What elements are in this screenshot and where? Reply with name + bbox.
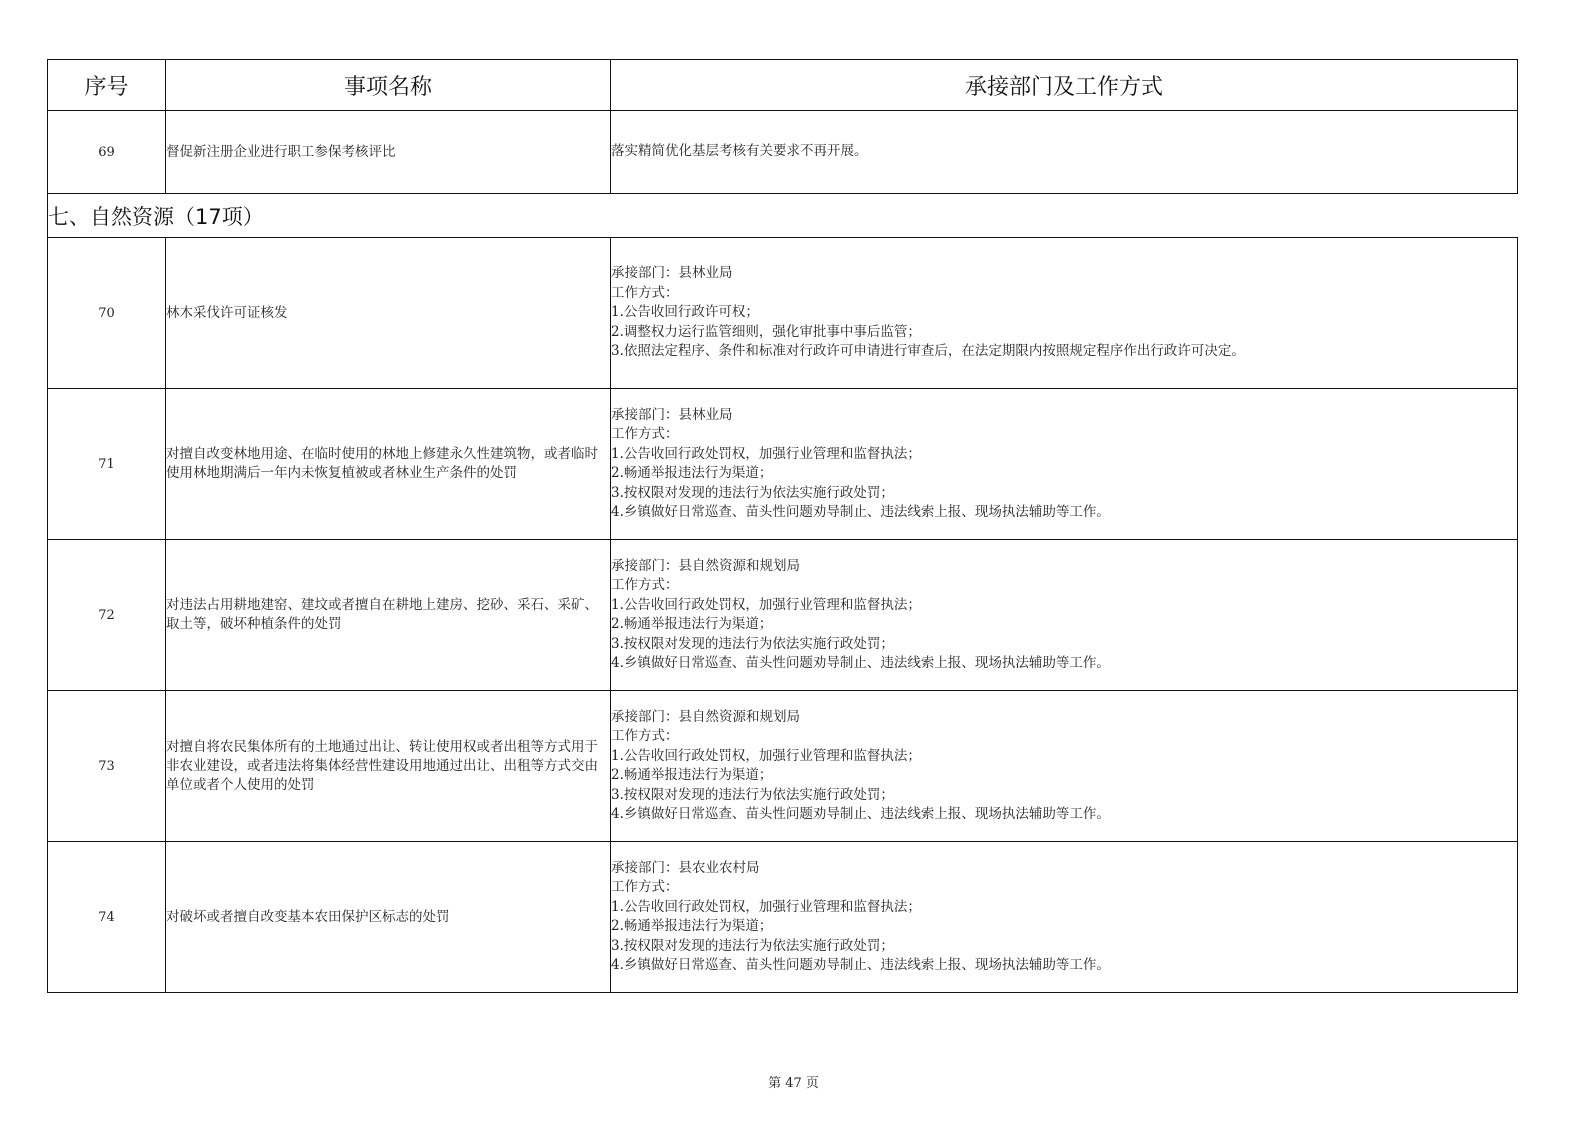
method-line: 1.公告收回行政处罚权，加强行业管理和监督执法； [611, 596, 921, 613]
header-item-name: 事项名称 [166, 60, 611, 111]
method-line: 工作方式： [611, 284, 679, 301]
method-line: 3.依照法定程序、条件和标准对行政许可申请进行审查后，在法定期限内按照规定程序作出行政许可决定。 [611, 343, 1245, 360]
method-line: 3.按权限对发现的违法行为依法实施行政处罚； [611, 786, 894, 803]
row-item-name: 对违法占用耕地建窑、建坟或者擅自在耕地上建房、挖砂、采石、采矿、取土等，破坏种植条件的处罚 [166, 540, 611, 691]
matters-table [47, 59, 1518, 993]
method-line: 2.畅通举报违法行为渠道； [611, 616, 773, 632]
row-item-name: 对擅自改变林地用途、在临时使用的林地上修建永久性建筑物，或者临时使用林地期满后一年内未恢复植被或者林业生产条件的处罚 [166, 389, 611, 540]
table-row [48, 842, 1518, 993]
method-line: 3.按权限对发现的违法行为依法实施行政处罚； [611, 484, 894, 501]
method-line: 工作方式： [611, 728, 679, 744]
method-line: 2.调整权力运行监管细则，强化审批事中事后监管； [611, 323, 921, 340]
row-method [611, 691, 1518, 842]
method-line: 1.公告收回行政许可权； [611, 304, 759, 321]
method-line: 工作方式： [611, 879, 679, 895]
page-number: 第 47 页 [768, 1076, 819, 1091]
header-department-method: 承接部门及工作方式 [611, 60, 1518, 111]
method-line: 承接部门：县自然资源和规划局 [611, 708, 800, 725]
table-row [48, 691, 1518, 842]
method-line: 1.公告收回行政处罚权，加强行业管理和监督执法； [611, 898, 921, 915]
table-row [48, 111, 1518, 194]
row-item-name: 林木采伐许可证核发 [166, 238, 611, 389]
method-line: 4.乡镇做好日常巡查、苗头性问题劝导制止、违法线索上报、现场执法辅助等工作。 [611, 957, 1110, 973]
method-line: 1.公告收回行政处罚权，加强行业管理和监督执法； [611, 747, 921, 764]
method-line: 3.按权限对发现的违法行为依法实施行政处罚； [611, 635, 894, 652]
row-number: 71 [48, 389, 166, 540]
table-row [48, 540, 1518, 691]
method-line: 1.公告收回行政处罚权，加强行业管理和监督执法； [611, 445, 921, 462]
row-item-name: 督促新注册企业进行职工参保考核评比 [166, 111, 611, 194]
table-header-row [48, 60, 1518, 111]
row-item-name: 对擅自将农民集体所有的土地通过出让、转让使用权或者出租等方式用于非农业建设，或者违法将集体经营性建设用地通过出让、出租等方式交由单位或者个人使用的处罚 [166, 691, 611, 842]
method-line: 工作方式： [611, 426, 679, 442]
row-number: 73 [48, 691, 166, 842]
header-serial-number: 序号 [48, 60, 166, 111]
section-row [48, 194, 1518, 238]
row-number: 69 [48, 111, 166, 194]
row-number: 72 [48, 540, 166, 691]
method-line: 承接部门：县林业局 [611, 406, 733, 423]
method-line: 3.按权限对发现的违法行为依法实施行政处罚； [611, 937, 894, 954]
method-line: 2.畅通举报违法行为渠道； [611, 465, 773, 481]
row-method [611, 389, 1518, 540]
row-method: 落实精简优化基层考核有关要求不再开展。 [611, 111, 1518, 194]
section-title: 七、自然资源（17项） [48, 194, 1518, 238]
method-line: 2.畅通举报违法行为渠道； [611, 767, 773, 783]
method-line: 4.乡镇做好日常巡查、苗头性问题劝导制止、违法线索上报、现场执法辅助等工作。 [611, 655, 1110, 671]
method-line: 4.乡镇做好日常巡查、苗头性问题劝导制止、违法线索上报、现场执法辅助等工作。 [611, 806, 1110, 822]
row-number: 74 [48, 842, 166, 993]
row-method [611, 238, 1518, 389]
method-line: 承接部门：县农业农村局 [611, 859, 760, 876]
row-method [611, 842, 1518, 993]
method-line: 4.乡镇做好日常巡查、苗头性问题劝导制止、违法线索上报、现场执法辅助等工作。 [611, 504, 1110, 520]
method-line: 2.畅通举报违法行为渠道； [611, 918, 773, 934]
row-item-name: 对破坏或者擅自改变基本农田保护区标志的处罚 [166, 842, 611, 993]
method-line: 承接部门：县林业局 [611, 265, 733, 282]
row-method [611, 540, 1518, 691]
row-number: 70 [48, 238, 166, 389]
method-line: 承接部门：县自然资源和规划局 [611, 557, 800, 574]
method-line: 工作方式： [611, 577, 679, 593]
table-row [48, 238, 1518, 389]
table-row [48, 389, 1518, 540]
